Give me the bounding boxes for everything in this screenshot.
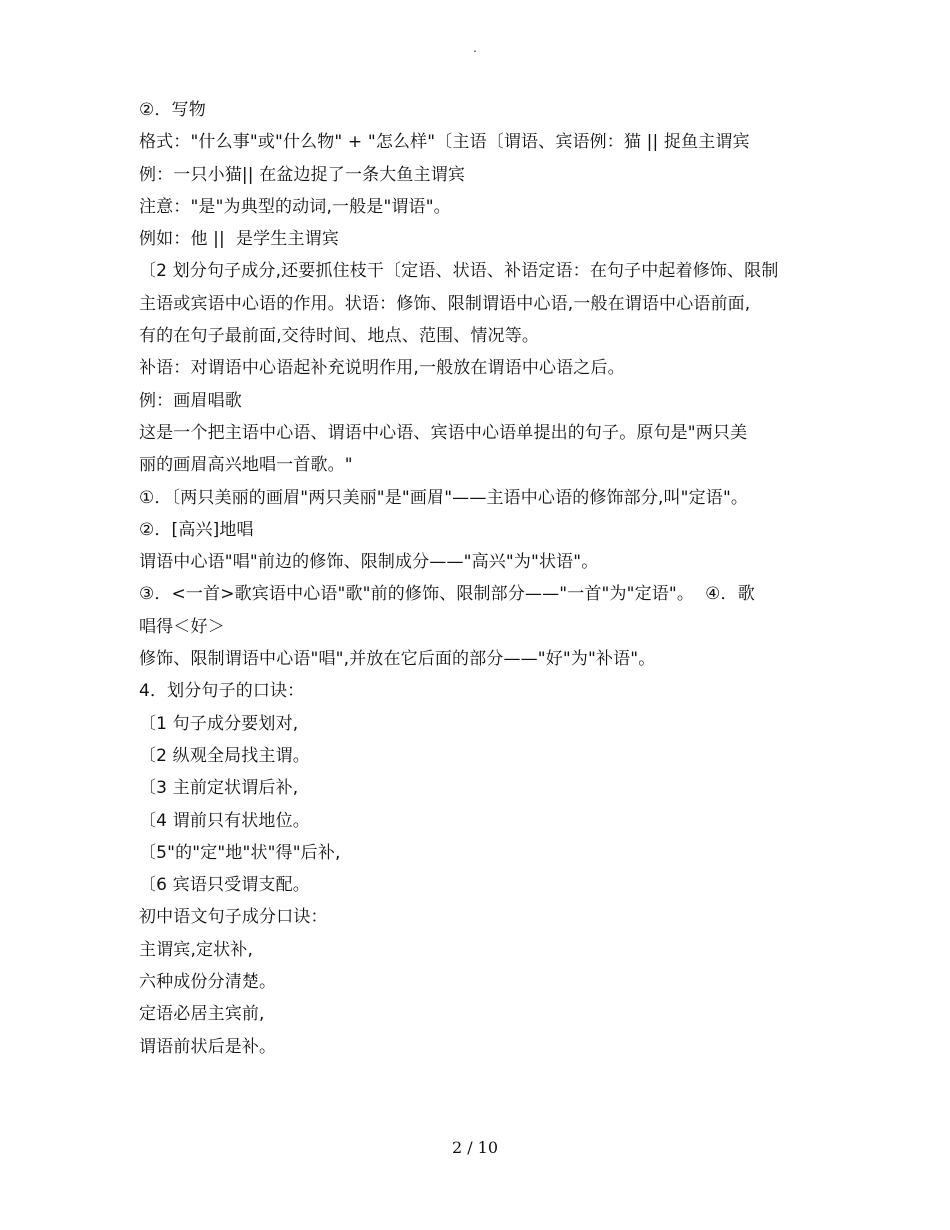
text-line: ③．<一首>歌宾语中心语"歌"前的修饰、限制部分——"一首"为"定语"。 ④．歌 [139,584,755,605]
text-line: 这是一个把主语中心语、谓语中心语、宾语中心语单提出的句子。原句是"两只美 [139,422,748,443]
text-line: 〔6 宾语只受谓支配。 [139,875,310,896]
text-line: ②．[高兴]地唱 [139,519,254,540]
text-line: 〔4 谓前只有状地位。 [139,810,310,831]
text-line: 初中语文句子成分口诀： [139,907,328,928]
text-line: 例如：他 || 是学生主谓宾 [139,229,339,250]
text-line: ②．写物 [139,100,206,120]
text-line: 〔3 主前定状谓后补, [139,778,299,799]
text-line: 注意："是"为典型的动词,一般是"谓语"。 [139,196,451,217]
text-line: 六种成份分清楚。 [139,972,277,993]
text-line: 4．划分句子的口诀： [139,681,305,702]
text-line: 补语：对谓语中心语起补充说明作用,一般放在谓语中心语之后。 [139,358,625,379]
text-line: 〔1 句子成分要划对, [139,713,299,734]
text-line: ①．〔两只美丽的画眉"两只美丽"是"画眉"——主语中心语的修饰部分,叫"定语"。 [139,487,749,508]
text-line: 丽的画眉高兴地唱一首歌。" [139,455,353,476]
text-line: 有的在句子最前面,交待时间、地点、范围、情况等。 [139,326,540,347]
page-header-mark: . [473,41,477,55]
text-line: 〔2 纵观全局找主谓。 [139,745,310,766]
text-line: 谓语前状后是补。 [139,1036,277,1057]
document-body [139,94,819,1063]
text-line: 定语必居主宾前, [139,1004,265,1025]
text-line: 唱得＜好＞ [139,616,225,637]
text-line: 主语或宾语中心语的作用。状语：修饰、限制谓语中心语,一般在谓语中心语前面, [139,293,751,314]
text-line: 主谓宾,定状补, [139,939,254,960]
text-line: 例：画眉唱歌 [139,390,242,411]
text-line: 修饰、限制谓语中心语"唱",并放在它后面的部分——"好"为"补语"。 [139,649,656,670]
text-line: 例：一只小猫|| 在盆边捉了一条大鱼主谓宾 [139,164,466,185]
text-line: 谓语中心语"唱"前边的修饰、限制成分——"高兴"为"状语"。 [139,552,599,573]
text-line: 格式："什么事"或"什么物" + "怎么样"〔主语〔谓语、宾语例：猫 || 捉鱼主谓宾 [139,132,750,153]
text-line: 〔5"的"定"地"状"得"后补, [139,842,341,863]
page-number: 2 / 10 [451,1138,499,1157]
text-line: 〔2 划分句子成分,还要抓住枝干〔定语、状语、补语定语：在句子中起着修饰、限制 [139,261,779,282]
